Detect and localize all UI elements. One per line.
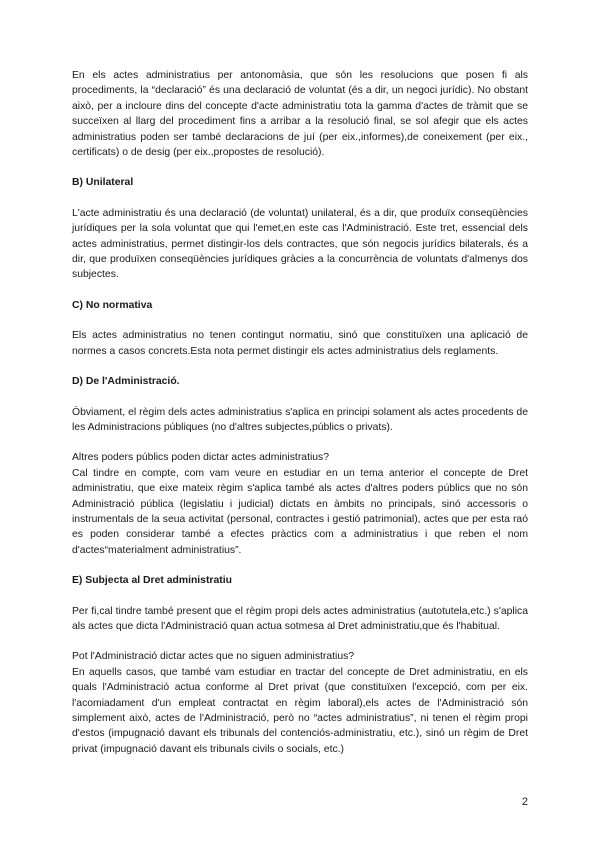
page-number: 2 xyxy=(521,796,528,808)
heading-administracio: D) De l'Administració. xyxy=(72,376,180,388)
heading-unilateral: B) Unilateral xyxy=(72,177,134,189)
paragraph-altres-poders: Cal tindre en compte, com vam veure en estudiar en un tema anterior el concepte de Dret administratiu, que eixe mateix règim s'aplica també als actes d'altres poders públics que no són Administració pública (legislatiu i judicial) dictats en àmbits no principals, sinó accessoris o instrumentals de la seua activitat (personal, contractes i gestió patrimonial), actes que per esta raó es poden considerar també a efectes pràctics com a administratius i que reben el nom d'actes“materialment administratius”. xyxy=(72,467,528,556)
paragraph-actes-no-administratius: En aquells casos, que també vam estudiar en tractar del concepte de Dret administratiu, en els quals l'Administració actua conforme al Dret privat (que constituïxen l'excepció, com per eix. l'acomiadament d'un empleat contractat en règim laboral),els actes de l'Administració són simplement això, actes de l'Administració, però no “actes administratius”, ni tenen el règim propi d'estos (impugnació davant els tribunals del contenciós-administratiu, etc.), sinó un règim de Dret privat (impugnació davant els tribunals civils o socials, etc.) xyxy=(72,666,528,755)
question-altres-poders: Altres poders públics poden dictar actes administratius? xyxy=(72,452,330,464)
document-page xyxy=(72,68,528,757)
paragraph-unilateral: L'acte administratiu és una declaració (de voluntat) unilateral, és a dir, que produïx conseqüències jurídiques per la sola voluntat que qui l'emet,en este cas l'Administració. Este tret, essencial dels actes administratius, permet distingir-los dels contractes, que són negocis jurídics bilaterals, és a dir, que produïxen conseqüències jurídiques gràcies a la concurrència de voluntats d'almenys dos subjectes. xyxy=(72,207,528,281)
intro-paragraph: En els actes administratius per antonomàsia, que són les resolucions que posen fi als procediments, la “declaració” és una declaració de voluntat (és a dir, un negoci jurídic). No obstant això, per a incloure dins del concepte d'acte administratiu tota la gamma d'actes de tràmit que se succeïxen al llarg del procediment fins a arribar a la resolució final, se sol afegir que els actes administratius poden ser també declaracions de juí (per eix.,informes),de coneixement (per eix., certificats) o de desig (per eix.,propostes de resolució). xyxy=(72,70,528,159)
paragraph-dret-administratiu: Per fi,cal tindre també present que el règim propi dels actes administratius (autotutela,etc.) s'aplica als actes que dicta l'Administració quan actua sotmesa al Dret administratiu,que és l'habitual. xyxy=(72,605,528,632)
paragraph-administracio: Òbviament, el règim dels actes administratius s'aplica en principi solament als actes procedents de les Administracions públiques (no d'altres subjectes,públics o privats). xyxy=(72,406,528,433)
paragraph-no-normativa: Els actes administratius no tenen contingut normatiu, sinó que constituïxen una aplicació de normes a casos concrets.Esta nota permet distingir els actes administratius dels reglaments. xyxy=(72,330,528,357)
heading-dret-administratiu: E) Subjecta al Dret administratiu xyxy=(72,575,232,587)
question-actes-no-administratius: Pot l'Administració dictar actes que no siguen administratius? xyxy=(72,651,355,663)
heading-no-normativa: C) No normativa xyxy=(72,299,153,311)
